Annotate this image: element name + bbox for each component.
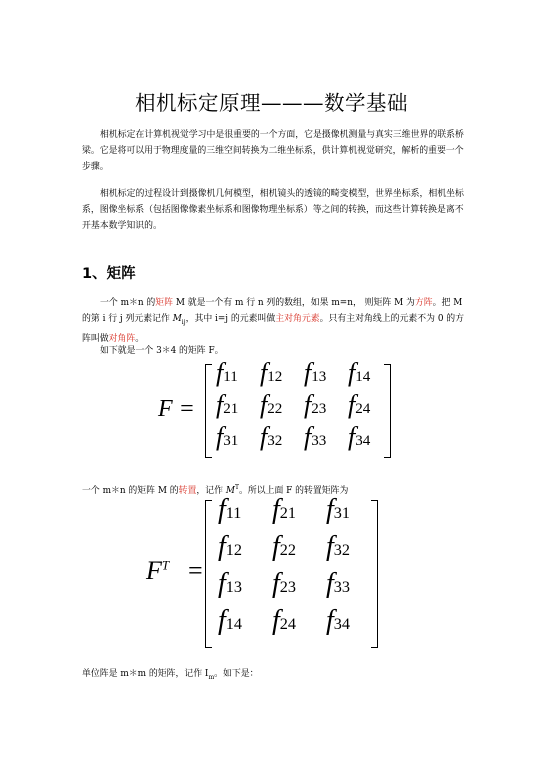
- matrix-element: [304, 358, 326, 388]
- element-index: 34: [355, 433, 371, 449]
- matrix-element: [272, 494, 296, 526]
- matrix-element: [326, 605, 350, 637]
- transpose-line: [82, 483, 348, 496]
- math-superscript: T: [234, 484, 239, 492]
- math-symbol-m: M: [172, 314, 182, 324]
- element-index: 32: [267, 433, 283, 449]
- element-index: 11: [223, 369, 238, 385]
- element-symbol: f: [218, 494, 226, 525]
- highlight-term-transpose: 转置: [178, 486, 197, 496]
- text-span: 。: [135, 333, 145, 344]
- equals-sign: =: [188, 556, 203, 585]
- section-heading-matrix: 1、矩阵: [82, 266, 136, 282]
- element-symbol: f: [272, 568, 280, 599]
- matrix-element: [326, 531, 350, 563]
- matrix-element: [272, 605, 296, 637]
- matrix-f-transpose: [140, 494, 390, 650]
- right-bracket: [371, 500, 378, 648]
- matrix-ft-label: [146, 556, 169, 586]
- element-symbol: f: [348, 358, 356, 387]
- math-symbol-m: M: [225, 486, 235, 496]
- element-symbol: f: [218, 568, 226, 599]
- element-index: 21: [279, 504, 297, 522]
- element-symbol: f: [304, 422, 312, 451]
- text-span: ，记作: [196, 486, 226, 496]
- element-symbol: f: [216, 358, 224, 387]
- element-index: 33: [311, 433, 327, 449]
- element-index: 32: [333, 541, 351, 559]
- matrix-f-label: F =: [158, 396, 195, 422]
- matrix-element: [260, 390, 282, 420]
- matrix-element: [326, 494, 350, 526]
- matrix-element: [348, 390, 370, 420]
- element-symbol: f: [348, 390, 356, 419]
- element-index: 21: [223, 401, 239, 417]
- element-symbol: f: [260, 422, 268, 451]
- text-span: 一个 m＊n 的矩阵 M 的: [82, 486, 179, 496]
- element-symbol: f: [326, 605, 334, 636]
- math-subscript: ij: [181, 318, 186, 326]
- element-symbol: f: [218, 605, 226, 636]
- element-index: 12: [267, 369, 283, 385]
- matrix-element: [348, 358, 370, 388]
- highlight-term-square: 方阵: [414, 298, 433, 308]
- highlight-term-main-diagonal: 主对角元素: [275, 314, 320, 324]
- element-symbol: f: [348, 422, 356, 451]
- element-index: 24: [279, 615, 297, 633]
- element-index: 12: [225, 541, 243, 559]
- page-title: 相机标定原理———数学基础: [135, 91, 408, 115]
- element-symbol: f: [304, 358, 312, 387]
- text-span: 。只有主对角线上的元素不为 0 的方阵叫做: [82, 314, 465, 344]
- element-index: 22: [279, 541, 297, 559]
- matrix-element: [216, 422, 238, 452]
- element-index: 13: [225, 578, 243, 596]
- element-symbol: f: [304, 390, 312, 419]
- matrix-element: [218, 494, 241, 526]
- element-index: 23: [279, 578, 297, 596]
- matrix-element: [326, 568, 350, 600]
- matrix-element: [218, 605, 242, 637]
- matrix-element: [260, 422, 282, 452]
- text-span: 。所以上面 F 的转置矩阵为: [238, 486, 349, 496]
- matrix-element: [272, 531, 296, 563]
- element-index: 14: [225, 615, 243, 633]
- element-index: 22: [267, 401, 283, 417]
- highlight-term-matrix: 矩阵: [155, 298, 174, 308]
- matrix-element: [304, 422, 326, 452]
- identity-line: [82, 666, 259, 681]
- intro-paragraph-1: 相机标定在计算机视觉学习中是很重要的一个方面，它是摄像机测量与真实三维世界的联系桥梁。它是将可以用于物理度量的三维空间转换为二维坐标系，供计算机视觉研究，解析的重要一个步骤。: [82, 130, 464, 172]
- matrix-element: [218, 568, 242, 600]
- matrix-element: [272, 568, 296, 600]
- element-index: 23: [311, 401, 327, 417]
- example-line: 如下就是一个 3＊4 的矩阵 F。: [100, 346, 224, 356]
- text-span: 。把 M 的第 i 行 j 列元素记作: [82, 298, 463, 324]
- element-symbol: f: [260, 358, 268, 387]
- element-index: 33: [333, 578, 351, 596]
- element-index: 13: [311, 369, 327, 385]
- text-span: M 就是一个有 m 行 n 列的数组，如果 m=n， 则矩阵 M 为: [173, 298, 415, 308]
- element-symbol: f: [326, 494, 334, 525]
- element-symbol: f: [272, 531, 280, 562]
- element-index: 31: [223, 433, 239, 449]
- text-span: 一个 m＊n 的: [100, 298, 156, 308]
- element-symbol: f: [260, 390, 268, 419]
- left-bracket: [205, 364, 212, 458]
- highlight-term-diagonal-matrix: 对角阵: [108, 333, 136, 344]
- label-f: F: [146, 556, 162, 585]
- element-symbol: f: [272, 605, 280, 636]
- label-sup-t: T: [161, 557, 170, 573]
- element-index: 24: [355, 401, 371, 417]
- matrix-element: [216, 358, 238, 388]
- matrix-element: [348, 422, 370, 452]
- matrix-definition-paragraph: [82, 295, 465, 347]
- text-span: ，其中 i=j 的元素叫做: [185, 314, 276, 324]
- left-bracket: [205, 500, 212, 648]
- element-index: 34: [333, 615, 351, 633]
- element-symbol: f: [216, 390, 224, 419]
- element-symbol: f: [218, 531, 226, 562]
- matrix-element: [260, 358, 282, 388]
- matrix-element: [216, 390, 238, 420]
- matrix-f: [150, 358, 410, 462]
- math-subscript: m: [208, 673, 215, 681]
- element-symbol: f: [216, 422, 224, 451]
- matrix-element: [218, 531, 242, 563]
- element-symbol: f: [326, 568, 334, 599]
- text-span: 。如下是：: [214, 669, 259, 679]
- element-symbol: f: [272, 494, 280, 525]
- element-index: 11: [225, 504, 242, 522]
- intro-paragraph-2: 相机标定的过程设计到摄像机几何模型，相机镜头的透镜的畸变模型，世界坐标系，相机坐标系，图像坐标系（包括图像像素坐标系和图像物理坐标系）等之间的转换，而这些计算转换是离不开基本数学知识的。: [82, 189, 464, 231]
- text-span: 单位阵是 m＊m 的矩阵，记作 I: [82, 669, 209, 679]
- element-symbol: f: [326, 531, 334, 562]
- right-bracket: [384, 364, 391, 458]
- element-index: 31: [333, 504, 351, 522]
- matrix-element: [304, 390, 326, 420]
- element-index: 14: [355, 369, 371, 385]
